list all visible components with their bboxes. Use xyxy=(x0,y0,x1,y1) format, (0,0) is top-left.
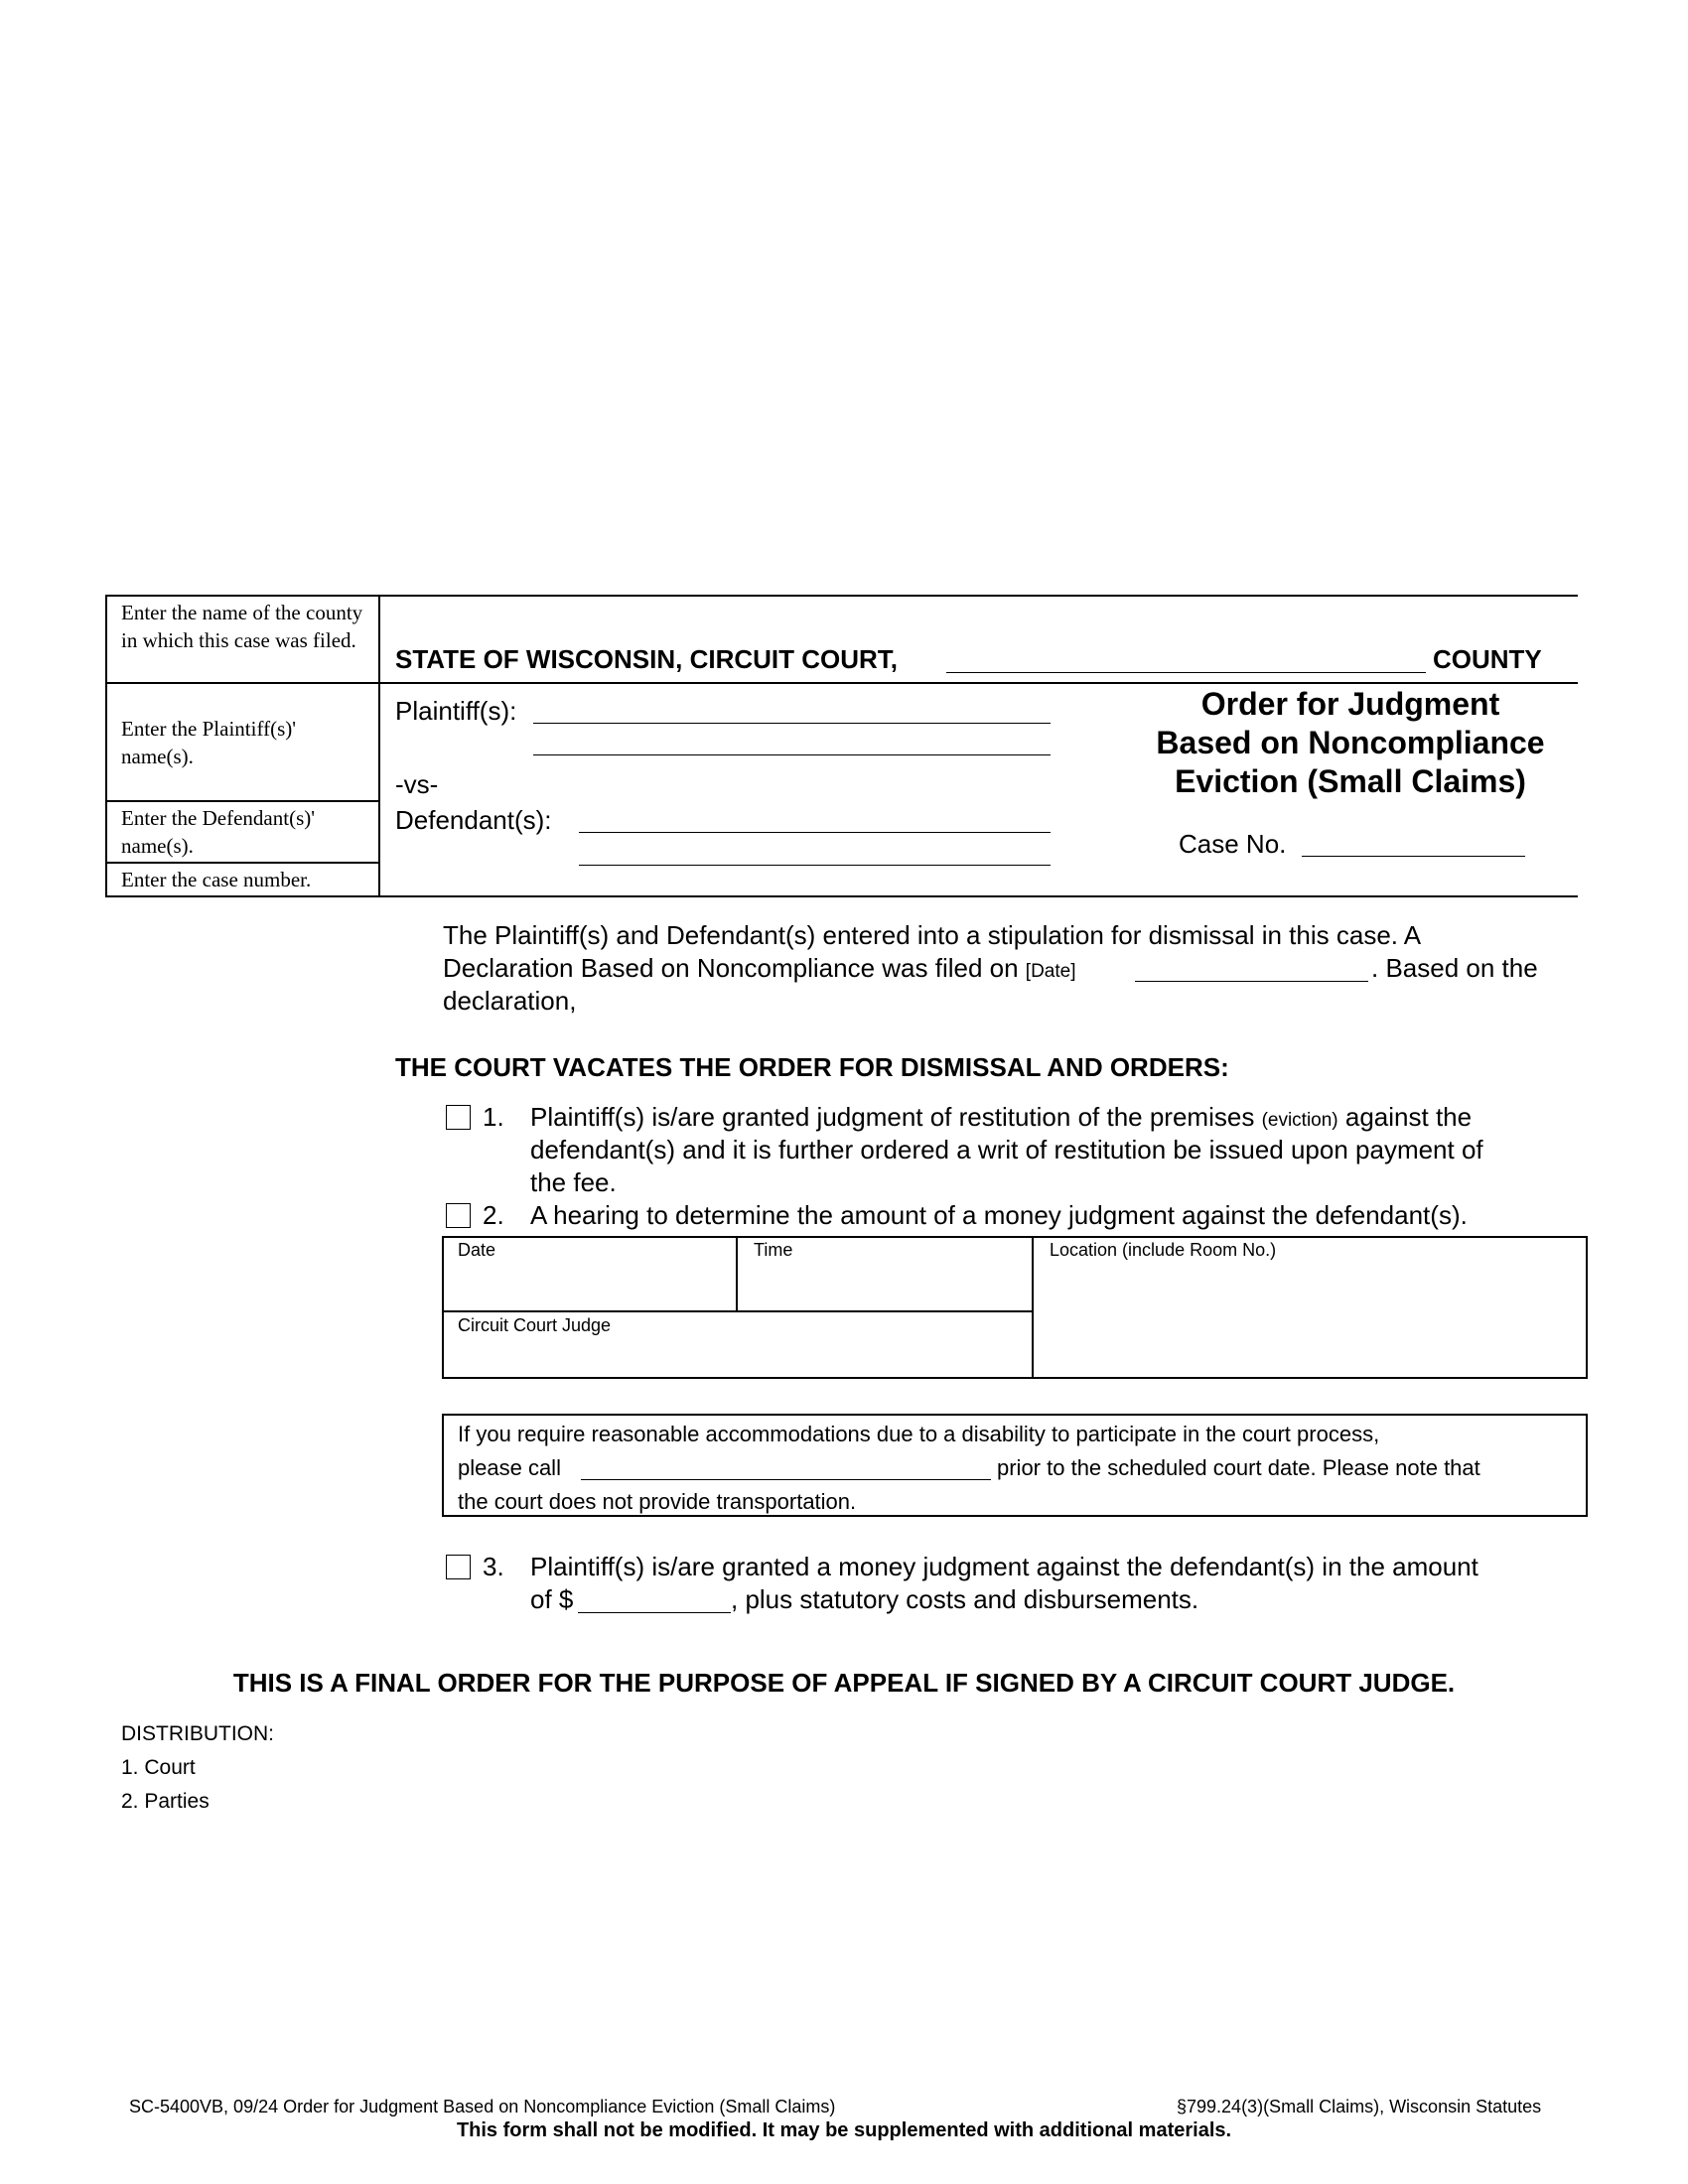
county-hint: Enter the name of the county in which this case was filed. xyxy=(121,601,363,652)
hearing-judge-label: Circuit Court Judge xyxy=(458,1315,612,1335)
sidebar-left-rule xyxy=(105,595,107,895)
intro-line-2-text: Declaration Based on Noncompliance was filed on xyxy=(443,953,1019,983)
item-3-rest: , plus statutory costs and disbursements. xyxy=(731,1584,1199,1614)
intro-line-1: The Plaintiff(s) and Defendant(s) entered into a stipulation for dismissal in this case. A xyxy=(443,920,1422,950)
item-3-of: of $ xyxy=(530,1584,574,1614)
money-amount-input[interactable] xyxy=(578,1612,731,1613)
defendant-name-input-2[interactable] xyxy=(579,865,1051,866)
hearing-date-field[interactable] xyxy=(446,1266,732,1307)
court-orders-heading: THE COURT VACATES THE ORDER FOR DISMISSAL AND ORDERS: xyxy=(395,1052,1229,1082)
hearing-judge-field[interactable] xyxy=(446,1340,1028,1375)
defendant-name-input-1[interactable] xyxy=(579,832,1051,833)
header-divider xyxy=(380,682,1578,684)
sidebar-top-rule xyxy=(105,595,381,597)
hearing-table-divider-vert-2 xyxy=(1032,1236,1034,1379)
vs-label: -vs- xyxy=(395,769,439,799)
item-2-text: A hearing to determine the amount of a money judgment against the defendant(s). xyxy=(530,1200,1468,1230)
hearing-table-divider-horiz xyxy=(442,1310,1033,1312)
plaintiff-name-input-1[interactable] xyxy=(533,723,1051,724)
hearing-table-divider-vert-1 xyxy=(736,1236,738,1311)
distribution-item-court: 1. Court xyxy=(121,1756,196,1779)
item-3-number: 3. xyxy=(483,1552,504,1581)
accommodation-line-2b: prior to the scheduled court date. Please note that xyxy=(997,1455,1480,1480)
sidebar-divider-1 xyxy=(105,682,380,684)
hearing-time-field[interactable] xyxy=(741,1266,1028,1307)
hearing-checkbox[interactable] xyxy=(446,1203,471,1228)
form-title-line-3: Eviction (Small Claims) xyxy=(1175,763,1526,799)
accommodation-line-1: If you require reasonable accommodations due to a disability to participate in the court process, xyxy=(458,1422,1380,1446)
footer-statute: §799.24(3)(Small Claims), Wisconsin Statutes xyxy=(1177,2097,1542,2116)
case-number-hint: Enter the case number. xyxy=(121,868,312,891)
hearing-location-label: Location (include Room No.) xyxy=(1050,1240,1277,1260)
intro-line-3: declaration, xyxy=(443,986,577,1016)
intro-line-2 xyxy=(443,953,1076,984)
item-1-line-3: the fee. xyxy=(530,1167,617,1197)
form-title-line-2: Based on Noncompliance xyxy=(1156,725,1545,760)
accommodation-phone-input[interactable] xyxy=(581,1479,991,1480)
item-3-line-1: Plaintiff(s) is/are granted a money judgment against the defendant(s) in the amount xyxy=(530,1552,1478,1581)
hearing-date-label: Date xyxy=(458,1240,496,1260)
hearing-time-label: Time xyxy=(754,1240,793,1260)
form-title xyxy=(1102,685,1599,801)
footer-form-id: SC-5400VB, 09/24 Order for Judgment Based on Noncompliance Eviction (Small Claims) xyxy=(129,2097,836,2116)
sidebar-right-rule xyxy=(378,595,380,895)
footer-notice: This form shall not be modified. It may be supplemented with additional materials. xyxy=(456,2119,1232,2141)
county-suffix: COUNTY xyxy=(1433,644,1542,674)
case-number-input[interactable] xyxy=(1302,856,1525,857)
distribution-item-parties: 2. Parties xyxy=(121,1790,210,1813)
accommodation-line-2a: please call xyxy=(458,1455,561,1480)
county-name-input[interactable] xyxy=(946,672,1426,673)
item-1-number: 1. xyxy=(483,1102,504,1132)
plaintiff-hint: Enter the Plaintiff(s)' name(s). xyxy=(121,717,297,768)
defendant-hint: Enter the Defendant(s)' name(s). xyxy=(121,806,316,858)
header-top-rule xyxy=(379,595,1578,597)
intro-line-2-end: . Based on the xyxy=(1371,953,1538,983)
eviction-note: (eviction) xyxy=(1261,1110,1338,1131)
case-no-label: Case No. xyxy=(1179,829,1287,859)
declaration-date-input[interactable] xyxy=(1135,981,1368,982)
item-1-line-1 xyxy=(530,1102,1472,1133)
distribution-heading: DISTRIBUTION: xyxy=(121,1722,275,1745)
money-judgment-checkbox[interactable] xyxy=(446,1555,471,1579)
final-order-notice: THIS IS A FINAL ORDER FOR THE PURPOSE OF APPEAL IF SIGNED BY A CIRCUIT COURT JUDGE. xyxy=(232,1668,1456,1698)
plaintiff-name-input-2[interactable] xyxy=(533,754,1051,755)
header-bottom-rule xyxy=(105,895,1578,897)
item-1-line-1-text: Plaintiff(s) is/are granted judgment of restitution of the premises xyxy=(530,1102,1255,1132)
sidebar-divider-3 xyxy=(105,862,380,864)
item-1-line-1-end: against the xyxy=(1344,1102,1473,1132)
accommodation-line-3: the court does not provide transportation. xyxy=(458,1489,857,1514)
form-title-line-1: Order for Judgment xyxy=(1200,686,1500,722)
item-2-number: 2. xyxy=(483,1200,504,1230)
plaintiff-label: Plaintiff(s): xyxy=(395,696,517,726)
court-title: STATE OF WISCONSIN, CIRCUIT COURT, xyxy=(395,644,899,674)
hearing-location-field[interactable] xyxy=(1037,1266,1583,1375)
defendant-label: Defendant(s): xyxy=(395,805,552,835)
restitution-checkbox[interactable] xyxy=(446,1105,471,1130)
sidebar-divider-2 xyxy=(105,800,380,802)
item-1-line-2: defendant(s) and it is further ordered a writ of restitution be issued upon payment of xyxy=(530,1135,1483,1164)
date-label: [Date] xyxy=(1025,961,1076,982)
